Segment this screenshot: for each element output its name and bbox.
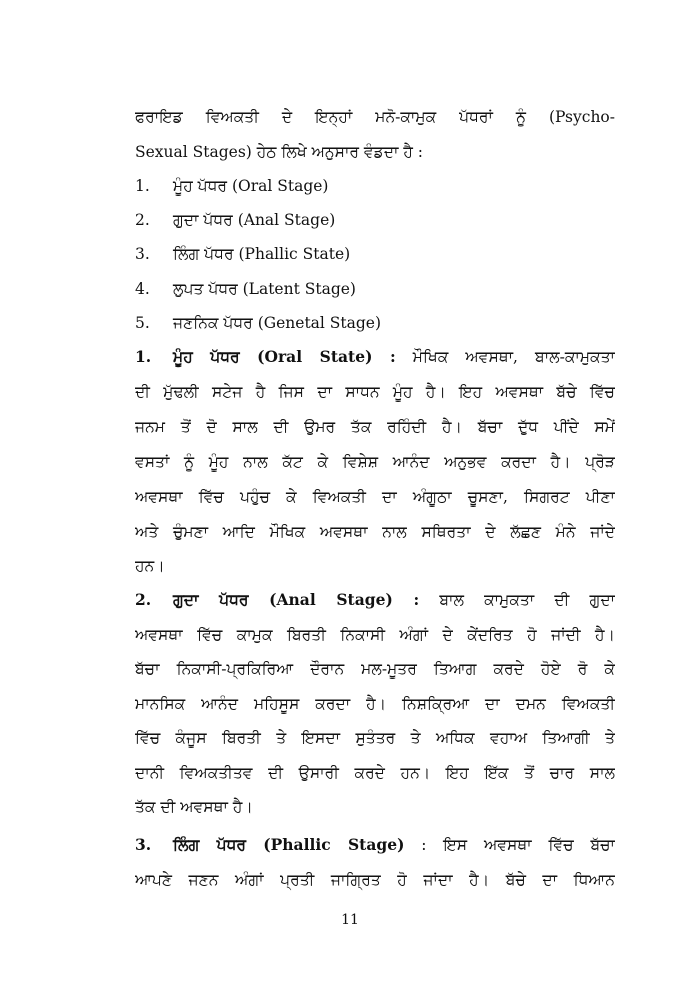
list-item — [135, 175, 615, 197]
list-number: 2. — [135, 211, 150, 229]
list-text: ਲਿੰਗ ਪੱਧਰ (Phallic State) — [173, 245, 351, 263]
section-3-heading: ਲਿੰਗ ਪੱਧਰ (Phallic Stage) — [173, 835, 405, 854]
section-1-last-line: ਹਨ। — [135, 557, 165, 575]
section-1-text: ਮੌਖਿਕ ਅਵਸਥਾ, ਬਾਲ-ਕਾਮੁਕਤਾ — [395, 348, 615, 366]
section-2-line: ਦਾਨੀ ਵਿਅਕਤੀਤਵ ਦੀ ਉਸਾਰੀ ਕਰਦੇ ਹਨ। ਇਹ ਇੱਕ ਤੋਂ ਚਾਰ ਸਾਲ — [135, 764, 615, 782]
section-3-line: ਆਪਣੇ ਜਣਨ ਅੰਗਾਂ ਪ੍ਰਤੀ ਜਾਗ੍ਰਿਤ ਹੋ ਜਾਂਦਾ ਹੈ। ਬੱਚੇ ਦਾ ਧਿਆਨ — [135, 871, 615, 889]
section-2-heading: ਗੁਦਾ ਪੱਧਰ (Anal Stage) : — [173, 590, 420, 609]
section-3-first-line — [135, 834, 615, 856]
list-item — [135, 278, 615, 300]
list-number: 3. — [135, 245, 150, 263]
section-1-line: ਅਵਸਥਾ ਵਿੱਚ ਪਹੁੰਚ ਕੇ ਵਿਅਕਤੀ ਦਾ ਅੰਗੂਠਾ ਚੂਸਣਾ, ਸਿਗਰਟ ਪੀਣਾ — [135, 488, 615, 506]
list-text: ਮੂੰਹ ਪੱਧਰ (Oral Stage) — [173, 177, 329, 195]
list-item — [135, 312, 615, 334]
list-number: 4. — [135, 280, 150, 298]
section-1-line: ਅਤੇ ਚੁੰਮਣਾ ਆਦਿ ਮੌਖਿਕ ਅਵਸਥਾ ਨਾਲ ਸਥਿਰਤਾ ਦੇ ਲੱਛਣ ਮੰਨੇ ਜਾਂਦੇ — [135, 523, 615, 541]
list-text: ਜਣਨਿਕ ਪੱਧਰ (Genetal Stage) — [173, 314, 382, 332]
intro-line-1: ਫਰਾਇਡ ਵਿਅਕਤੀ ਦੇ ਇਨ੍ਹਾਂ ਮਨੋ-ਕਾਮੁਕ ਪੱਧਰਾਂ ਨੂੰ (Psycho- — [135, 108, 615, 126]
section-2-last-line: ਤੱਕ ਦੀ ਅਵਸਥਾ ਹੈ। — [135, 798, 253, 816]
section-3-number: 3. — [135, 835, 152, 854]
section-2-line: ਅਵਸਥਾ ਵਿੱਚ ਕਾਮੁਕ ਬਿਰਤੀ ਨਿਕਾਸੀ ਅੰਗਾਂ ਦੇ ਕੇਂਦਰਿਤ ਹੋ ਜਾਂਦੀ ਹੈ। — [135, 626, 615, 644]
section-2-number: 2. — [135, 590, 152, 609]
list-number: 5. — [135, 314, 150, 332]
list-number: 1. — [135, 177, 150, 195]
section-2-line: ਬੱਚਾ ਨਿਕਾਸੀ-ਪ੍ਰਕਿਰਿਆ ਦੌਰਾਨ ਮਲ-ਮੂਤਰ ਤਿਆਗ ਕਰਦੇ ਹੋਏ ਰੋ ਕੇ — [135, 660, 615, 678]
section-3-text: : ਇਸ ਅਵਸਥਾ ਵਿੱਚ ਬੱਚਾ — [404, 836, 615, 854]
section-1-first-line — [135, 346, 615, 368]
section-2-text: ਬਾਲ ਕਾਮੁਕਤਾ ਦੀ ਗੁਦਾ — [419, 591, 615, 609]
intro-line-2: Sexual Stages) ਹੇਠ ਲਿਖੇ ਅਨੁਸਾਰ ਵੰਡਦਾ ਹੈ : — [135, 143, 423, 161]
section-2-line: ਮਾਨਸਿਕ ਆਨੰਦ ਮਹਿਸੂਸ ਕਰਦਾ ਹੈ। ਨਿਸ਼ਕ੍ਰਿਆ ਦਾ ਦਮਨ ਵਿਅਕਤੀ — [135, 695, 615, 713]
section-2-line: ਵਿੱਚ ਕੰਜੂਸ ਬਿਰਤੀ ਤੇ ਇਸਦਾ ਸੁਤੰਤਰ ਤੇ ਅਧਿਕ ਵਹਾਅ ਤਿਆਗੀ ਤੇ — [135, 729, 615, 747]
list-text: ਲੁਪਤ ਪੱਧਰ (Latent Stage) — [173, 280, 356, 298]
section-1-heading: ਮੂੰਹ ਪੱਧਰ (Oral State) : — [173, 347, 396, 366]
list-item — [135, 209, 615, 231]
page-number: 11 — [341, 912, 359, 928]
list-item — [135, 243, 615, 265]
section-1-line: ਦੀ ਮੁੱਢਲੀ ਸਟੇਜ ਹੈ ਜਿਸ ਦਾ ਸਾਧਨ ਮੂੰਹ ਹੈ। ਇਹ ਅਵਸਥਾ ਬੱਚੇ ਵਿੱਚ — [135, 383, 615, 401]
section-1-line: ਵਸਤਾਂ ਨੂੰ ਮੂੰਹ ਨਾਲ ਕੱਟ ਕੇ ਵਿਸ਼ੇਸ਼ ਆਨੰਦ ਅਨੁਭਵ ਕਰਦਾ ਹੈ। ਪ੍ਰੋੜ — [135, 453, 615, 471]
section-1-number: 1. — [135, 347, 152, 366]
section-1-line: ਜਨਮ ਤੋਂ ਦੋ ਸਾਲ ਦੀ ਉਮਰ ਤੱਕ ਰਹਿੰਦੀ ਹੈ। ਬੱਚਾ ਦੁੱਧ ਪੀਂਦੇ ਸਮੇਂ — [135, 418, 615, 436]
section-2-first-line — [135, 589, 615, 611]
list-text: ਗੁਦਾ ਪੱਧਰ (Anal Stage) — [173, 211, 336, 229]
